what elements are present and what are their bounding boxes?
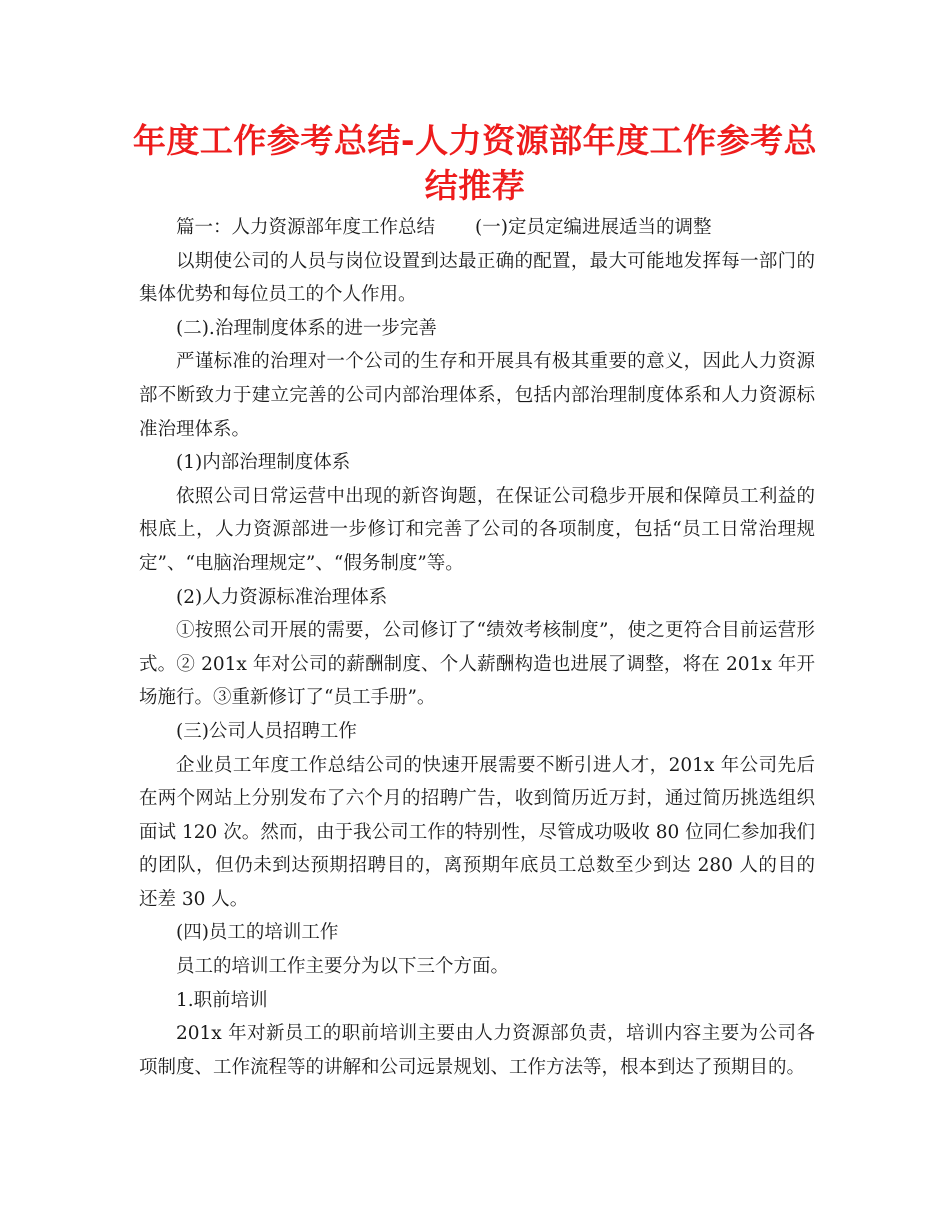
section-heading: (三)公司人员招聘工作 [176,720,357,742]
paragraph: 201x 年对新员工的职前培训主要由人力资源部负责，培训内容主要为公司各项制度、工作流程等的讲解和公司远景规划、工作方法等，根本到达了预期目的。 [139,1023,815,1078]
subsection-heading: 1.职前培训 [176,989,268,1011]
document-body [139,211,815,1084]
subsection-heading: (1)内部治理制度体系 [176,452,351,474]
paragraph: 企业员工年度工作总结公司的快速开展需要不断引进人才，201x 年公司先后在两个网站上分别发布了六个月的招聘广告，收到简历近万封，通过简历挑选组织面试 120 次。然而，由于我公司工作的特别性，尽管成功吸收 80 位同仁参加我们的团队，但仍未到达预期招聘目的，离预期年底员工总数至少到达 280 人的目的还差 30 人。 [139,754,815,910]
document-title: 年度工作参考总结-人力资源部年度工作参考总结推荐 [132,121,818,205]
section-heading: (四)员工的培训工作 [176,922,339,944]
intro-heading-2: (一)定员定编进展适当的调整 [475,217,712,238]
paragraph: ①按照公司开展的需要，公司修订了“绩效考核制度”，使之更符合目前运营形式。② 201x 年对公司的薪酬制度、个人薪酬构造也进展了调整，将在 201x 年开场施行。③重新修订了“员工手册”。 [139,620,815,709]
paragraph: 员工的培训工作主要分为以下三个方面。 [176,956,510,978]
paragraph: 以期使公司的人员与岗位设置到达最正确的配置，最大可能地发挥每一部门的集体优势和每位员工的个人作用。 [139,250,815,306]
subsection-heading: (2)人力资源标准治理体系 [176,586,388,608]
section-heading: (二).治理制度体系的进一步完善 [176,317,437,339]
paragraph: 依照公司日常运营中出现的新咨询题，在保证公司稳步开展和保障员工利益的根底上，人力资源部进一步修订和完善了公司的各项制度，包括“员工日常治理规定”、“电脑治理规定”、“假务制度”等。 [139,485,815,574]
paragraph: 严谨标准的治理对一个公司的生存和开展具有极其重要的意义，因此人力资源部不断致力于建立完善的公司内部治理体系，包括内部治理制度体系和人力资源标准治理体系。 [139,351,815,440]
intro-heading-1: 篇一：人力资源部年度工作总结 [176,217,436,238]
intro-line [139,211,815,245]
